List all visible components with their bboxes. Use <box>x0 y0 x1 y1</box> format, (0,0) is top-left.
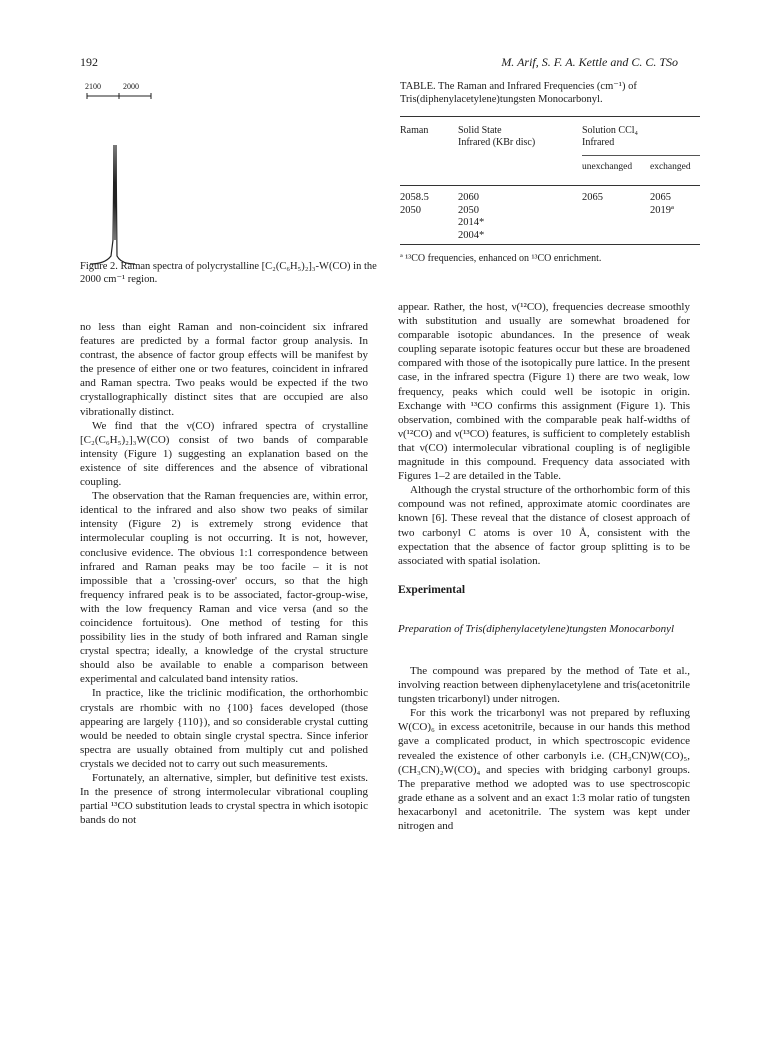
axis-tick-2000: 2000 <box>123 82 139 91</box>
paragraph: Although the crystal structure of the orthorhombic form of this compound was not refined, approximate atomic coordinates are known [6]. These reveal that the distance of closest approach of two carbonyl C atoms is over 10 Å, consistent with the expectation that the absence of factor group splitting is to be associated with spatial isolation. <box>398 484 690 567</box>
table-cell: 2065 <box>650 192 671 203</box>
header-exchanged: exchanged <box>650 162 691 172</box>
table-cell: 2058.5 <box>400 192 429 203</box>
subheader-rule <box>582 155 700 156</box>
table-caption: TABLE. The Raman and Infrared Frequencies (cm⁻¹) of Tris(diphenylacetylene)tungsten Monocarbonyl. <box>400 81 637 105</box>
col-exchanged <box>650 192 674 217</box>
header-solution: Solution CCl₄ <box>582 125 639 136</box>
spectrum-trace <box>90 145 135 264</box>
table-cell: 2004* <box>458 229 485 241</box>
paragraph: For this work the tricarbonyl was not prepared by refluxing W(CO)₆ in excess acetonitrile, because in our hands this method gave a complicated product, in which spectroscopic evidence revealed the existence of other carbonyls i.e. (CH₃CN)W(CO)₅, (CH₃CN)₂W(CO)₄ and species with bridging carbonyl groups. The preparative method we adopted was to use spectroscopic grade ethane as a solvent and an exact 1:3 molar ratio of tungsten hexacarbonyl and acetonitrile. The system was kept under nitrogen and <box>398 707 690 833</box>
table-rule-bottom <box>400 244 700 245</box>
col-unexchanged <box>582 192 603 205</box>
paragraph: We find that the ν(CO) infrared spectra of crystalline [C₂(C₆H₅)₂]₃W(CO) consist of two bands of comparable intensity (Figure 1) suggesting an explanation based on the existence of site differences and the absence of vibrational coupling. <box>80 419 368 489</box>
page-number: 192 <box>80 55 98 69</box>
table-cell: 2019ª <box>650 204 674 216</box>
table-body <box>400 186 700 244</box>
table-cell: 2050 <box>458 204 479 216</box>
header-solid-infrared: Infrared (KBr disc) <box>458 137 536 148</box>
experimental-text <box>398 664 690 833</box>
header-raman: Raman <box>400 125 429 136</box>
figure-caption: Figure 2. Raman spectra of polycrystalline [C₂(C₆H₅)₂]₃-W(CO) in the 2000 cm⁻¹ region. <box>80 261 377 285</box>
raman-spectrum-plot <box>85 130 165 270</box>
paragraph: no less than eight Raman and non-coincident six infrared features are predicted by a formal factor group analysis. In contrast, the absence of factor group effects will be manifest by the presence of either one or two features, coincident in infrared and Raman spectra. Two peaks would be expected if the two crystallographically distinct sites that are occupied are also vibrationally distinct. <box>80 321 368 418</box>
right-column-text <box>398 300 690 568</box>
subsection-heading: Preparation of Tris(diphenylacetylene)tungsten Monocarbonyl <box>398 623 675 635</box>
table-cell: 2060 <box>458 192 479 203</box>
table-footnote: ª ¹³CO frequencies, enhanced on ¹³CO enrichment. <box>400 253 602 264</box>
paragraph: In practice, like the triclinic modification, the orthorhombic crystals are rhombic with no {100} faces developed (those appearing are largely {110}), and so considerable crystal cutting would be needed to obtain single crystal spectra. Since inferior spectra are usually obtained from multiply cut and polished crystals we decided not to carry out such measurements. <box>80 687 368 770</box>
left-column-text <box>80 320 368 827</box>
paragraph: Fortunately, an alternative, simpler, but definitive test exists. In the presence of strong intermolecular vibrational coupling partial ¹³CO substitution leads to crystal spectra in which isotopic bands do not <box>80 772 368 827</box>
axis-ruler <box>85 82 155 104</box>
section-heading: Experimental <box>398 584 466 596</box>
col-solid <box>458 192 484 242</box>
header-solid-state: Solid State <box>458 125 502 136</box>
header-solution-infrared: Infrared <box>582 137 615 148</box>
paragraph: The observation that the Raman frequencies are, within error, identical to the infrared and also show two peaks of similar intensity (Figure 2) is extremely strong evidence that intermolecular coupling is not occurring. It is not, however, conclusive evidence. The obvious 1:1 correspondence between infrared and Raman peaks may be too facile – it is not impossible that a 'crossing-over' occurs, so that the high frequency infrared peak is to be associated, factor-group-wise, with the low frequency Raman and vice versa (and so the coincidence fortuitous). One method of testing for this possibility lies in the study of both infrared and Raman single crystal spectra; ideally, a knowledge of the crystal structure should also be available to enable a comparison between experimental and calculated band intensity ratios. <box>80 490 368 686</box>
figure-axis <box>85 82 155 104</box>
table-cell: 2014* <box>458 217 485 228</box>
frequency-table <box>400 80 700 264</box>
running-head: M. Arif, S. F. A. Kettle and C. C. TSo <box>501 55 678 69</box>
axis-tick-2100: 2100 <box>85 82 101 91</box>
col-raman <box>400 192 429 217</box>
paragraph: The compound was prepared by the method of Tate et al., involving reaction between diphenylacetylene and tris(acetonitrile tungsten tricarbonyl) under nitrogen. <box>398 665 690 706</box>
header-unexchanged: unexchanged <box>582 162 633 172</box>
table-cell: 2050 <box>400 204 421 216</box>
table-cell: 2065 <box>582 192 603 203</box>
table-header <box>400 117 700 185</box>
paragraph: appear. Rather, the host, ν(¹²CO), frequencies decrease smoothly with substitution and usually are somewhat broadened for comparable isotopic abundances. In the presence of weak coupling separate isotopic features occur but these are broadened compared with those of the isotopically pure lattice. In the present case, in the infrared spectra (Figure 1) there are two weak, low frequency, peaks which could well be isotopic in origin. Exchange with ¹³CO confirms this assignment (Figure 1). This observation, combined with the comparable peak half-widths of ν(¹²CO) and ν(¹³CO) features, is sufficient to completely establish that ν(CO) intermolecular vibrational coupling is of negligible magnitude in this compound. Frequency data associated with Figures 1–2 are detailed in the Table. <box>398 301 690 483</box>
